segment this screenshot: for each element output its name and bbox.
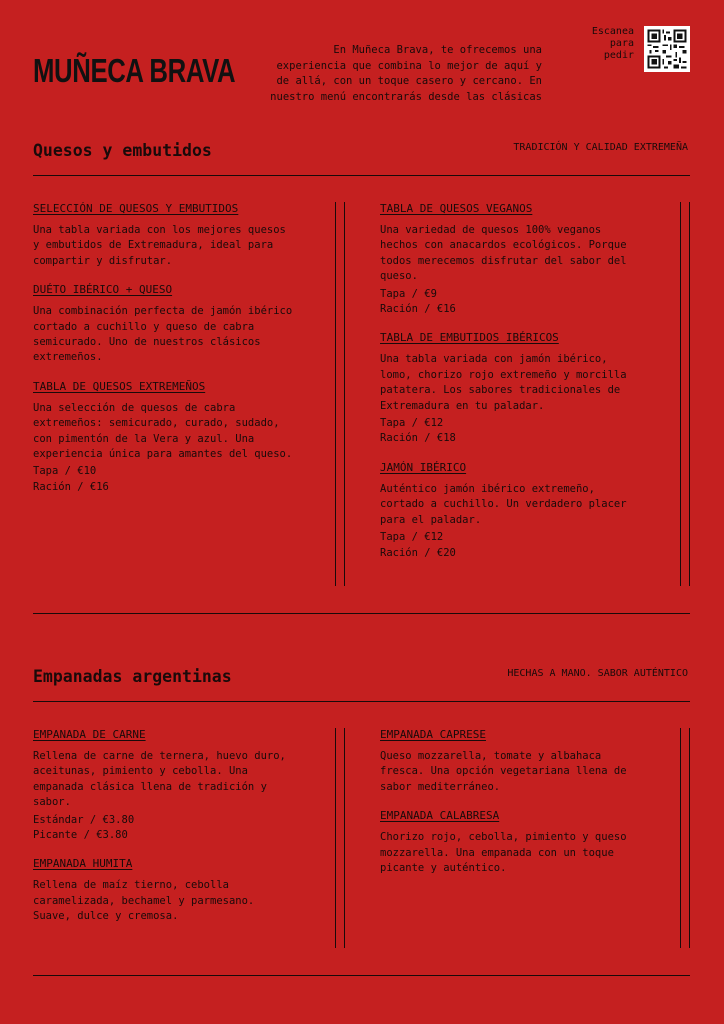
menu-item[interactable]: [33, 728, 298, 843]
item-prices: [380, 287, 645, 318]
item-prices: [380, 530, 645, 561]
menu-item[interactable]: [380, 331, 645, 446]
column-divider: [680, 728, 681, 948]
menu-item[interactable]: [33, 857, 298, 924]
menu-item[interactable]: [380, 728, 645, 795]
price-line: Ración / €20: [380, 546, 456, 559]
item-name: EMPANADA DE CARNE: [33, 728, 146, 741]
section-tag-empanadas: HECHAS A MANO. SABOR AUTÉNTICO: [507, 668, 688, 679]
price-line: Ración / €16: [33, 480, 109, 493]
item-prices: [33, 813, 298, 844]
column-divider: [344, 202, 345, 586]
price-line: Tapa / €12: [380, 417, 444, 430]
price-line: Ración / €18: [380, 432, 456, 445]
divider: [33, 613, 690, 614]
item-description: Una variedad de quesos 100% veganos hechos con anacardos ecológicos. Porque todos merecemos disfrutar del sabor del queso.: [380, 224, 627, 283]
menu-item[interactable]: [380, 202, 645, 317]
item-name: SELECCIÓN DE QUESOS Y EMBUTIDOS: [33, 202, 239, 215]
section-title-quesos: Quesos y embutidos: [33, 141, 212, 160]
price-line: Tapa / €9: [380, 287, 437, 300]
item-name: DUÉTO IBÉRICO + QUESO: [33, 283, 173, 297]
item-description: Queso mozzarella, tomate y albahaca fresca. Una opción vegetariana llena de sabor mediterráneo.: [380, 750, 627, 793]
menu-item[interactable]: [380, 461, 645, 561]
item-description: Una combinación perfecta de jamón ibérico cortado a cuchillo y queso de cabra semicurado. Uno de nuestros clásicos extremeños.: [33, 305, 293, 364]
qr-label: Escanea para pedir: [591, 26, 634, 61]
price-line: Picante / €3.80: [33, 829, 128, 842]
item-name: EMPANADA CAPRESE: [380, 728, 486, 741]
section-tag-quesos: TRADICIÓN Y CALIDAD EXTREMEÑA: [513, 142, 688, 153]
item-prices: [33, 464, 298, 495]
divider: [33, 175, 690, 176]
item-description: Auténtico jamón ibérico extremeño, cortado a cuchillo. Un verdadero placer para el paladar.: [380, 482, 627, 526]
divider: [33, 975, 690, 976]
menu-item[interactable]: [33, 380, 298, 495]
price-line: Estándar / €3.80: [33, 813, 135, 826]
menu-item[interactable]: [33, 202, 298, 269]
item-description: Una selección de quesos de cabra extremeños: semicurado, curado, sudado, con pimentón de la Vera y azul. Una experiencia única para amantes del queso.: [33, 401, 293, 461]
menu-column-right: [380, 728, 645, 890]
item-description: Rellena de carne de ternera, huevo duro, aceitunas, pimiento y cebolla. Una empanada clásica llena de tradición y sabor.: [33, 750, 286, 809]
menu-item[interactable]: [380, 809, 645, 876]
item-description: Chorizo rojo, cebolla, pimiento y queso mozzarella. Una empanada con un toque picante y auténtico.: [380, 831, 627, 875]
item-name: TABLA DE QUESOS EXTREMEÑOS: [33, 379, 206, 393]
item-prices: [380, 416, 645, 447]
item-name: TABLA DE EMBUTIDOS IBÉRICOS: [380, 331, 559, 345]
item-description: Rellena de maíz tierno, cebolla caramelizada, bechamel y parmesano. Suave, dulce y cremosa.: [33, 879, 255, 923]
qr-code-icon[interactable]: [644, 26, 690, 72]
section-title-empanadas: Empanadas argentinas: [33, 667, 232, 686]
column-divider: [680, 202, 681, 586]
menu-column-right: [380, 202, 645, 575]
menu-column-left: [33, 202, 298, 509]
column-divider: [335, 728, 336, 948]
column-divider: [344, 728, 345, 948]
column-divider: [335, 202, 336, 586]
item-name: TABLA DE QUESOS VEGANOS: [380, 202, 533, 215]
price-line: Tapa / €10: [33, 465, 97, 478]
price-line: Tapa / €12: [380, 531, 444, 544]
menu-column-left: [33, 728, 298, 939]
item-name: EMPANADA CALABRESA: [380, 809, 500, 823]
divider: [33, 701, 690, 702]
item-name: JAMÓN IBÉRICO: [380, 460, 467, 474]
column-divider: [689, 202, 690, 586]
brand-logo: MUÑECA BRAVA: [33, 52, 236, 89]
menu-item[interactable]: [33, 283, 298, 366]
item-description: Una tabla variada con los mejores quesos y embutidos de Extremadura, ideal para compartir y disfrutar.: [33, 224, 286, 267]
item-name: EMPANADA HUMITA: [33, 857, 133, 871]
intro-text: En Muñeca Brava, te ofrecemos una experiencia que combina lo mejor de aquí y de allá, con un toque casero y cercano. En nuestro menú encontrarás desde las clásicas: [270, 44, 542, 103]
column-divider: [689, 728, 690, 948]
price-line: Ración / €16: [380, 303, 456, 316]
item-description: Una tabla variada con jamón ibérico, lomo, chorizo rojo extremeño y morcilla patatera. Los sabores tradicionales de Extremadura en tu paladar.: [380, 353, 627, 412]
